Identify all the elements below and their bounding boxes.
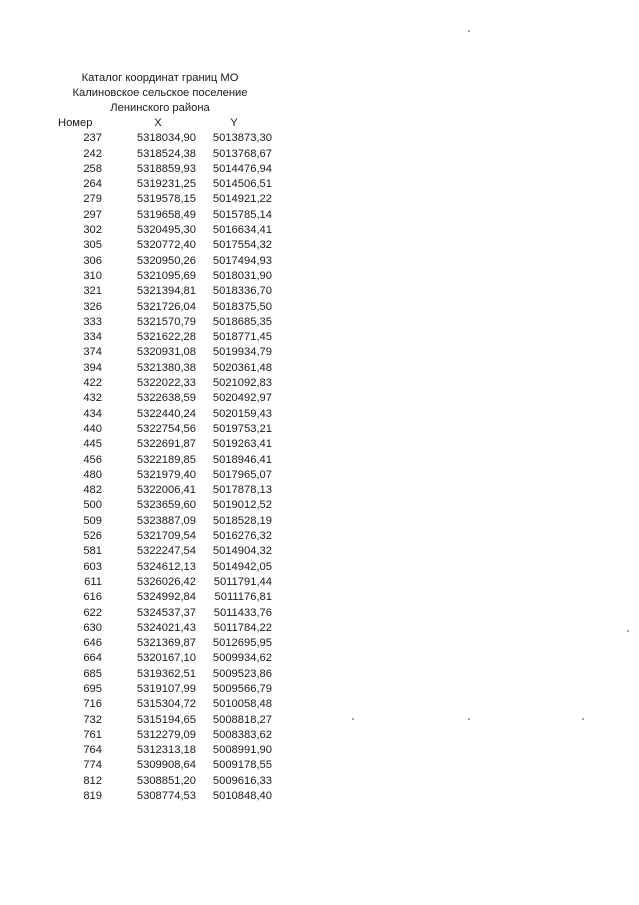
point-number-cell: 445 [83, 438, 102, 451]
y-coordinate-cell: 5012695,95 [212, 637, 272, 650]
x-coordinate-cell: 5318034,90 [136, 132, 196, 145]
point-number-cell: 622 [83, 606, 102, 619]
point-number-cell: 482 [83, 484, 102, 497]
table-row [50, 284, 272, 299]
x-coordinate-cell: 5312279,09 [136, 728, 196, 741]
x-coordinate-cell: 5319107,99 [136, 682, 196, 695]
table-row [50, 391, 272, 406]
header-y: Y [230, 117, 238, 129]
scan-speck [352, 718, 354, 720]
title-line-1: Каталог координат границ МО [81, 72, 239, 84]
point-number-cell: 630 [83, 621, 102, 634]
x-coordinate-cell: 5321095,69 [136, 269, 196, 282]
x-coordinate-cell: 5321709,54 [136, 530, 196, 543]
table-row [50, 376, 272, 391]
scan-speck [468, 718, 470, 720]
table-row [50, 606, 272, 621]
y-coordinate-cell: 5018031,90 [212, 269, 272, 282]
point-number-cell: 237 [83, 132, 102, 145]
x-coordinate-cell: 5315304,72 [136, 698, 196, 711]
header-x: X [154, 117, 162, 129]
table-row [50, 498, 272, 513]
table-row [50, 636, 272, 651]
table-row [50, 422, 272, 437]
x-coordinate-cell: 5321369,87 [136, 637, 196, 650]
point-number-cell: 258 [83, 162, 102, 175]
table-row [50, 483, 272, 498]
table-row [50, 560, 272, 575]
table-row [50, 713, 272, 728]
y-coordinate-cell: 5011784,22 [213, 621, 272, 634]
x-coordinate-cell: 5320931,08 [136, 346, 196, 359]
y-coordinate-cell: 5009566,79 [212, 682, 272, 695]
y-coordinate-cell: 5019263,41 [212, 438, 272, 451]
table-row [50, 269, 272, 284]
y-coordinate-cell: 5014942,05 [212, 560, 272, 573]
title-line-3: Ленинского района [110, 102, 210, 115]
table-row [50, 590, 272, 605]
point-number-cell: 819 [83, 790, 102, 803]
document-title [40, 71, 280, 117]
y-coordinate-cell: 5008818,27 [212, 713, 272, 726]
x-coordinate-cell: 5322754,56 [136, 422, 196, 435]
x-coordinate-cell: 5322189,85 [136, 453, 196, 466]
x-coordinate-cell: 5308851,20 [136, 774, 196, 787]
x-coordinate-cell: 5324021,43 [136, 621, 196, 634]
table-row [50, 575, 272, 590]
point-number-cell: 321 [83, 285, 102, 298]
x-coordinate-cell: 5322440,24 [136, 407, 196, 420]
y-coordinate-cell: 5009523,86 [212, 667, 272, 680]
y-coordinate-cell: 5014476,94 [212, 162, 272, 175]
table-row [50, 345, 272, 360]
x-coordinate-cell: 5319578,15 [136, 193, 196, 206]
table-row [50, 223, 272, 238]
table-row [50, 238, 272, 253]
x-coordinate-cell: 5322638,59 [136, 392, 196, 405]
x-coordinate-cell: 5321380,38 [136, 361, 196, 374]
table-row [50, 453, 272, 468]
y-coordinate-cell: 5009178,55 [212, 759, 272, 772]
y-coordinate-cell: 5017965,07 [212, 468, 272, 481]
point-number-cell: 764 [83, 744, 102, 757]
x-coordinate-cell: 5315194,65 [136, 713, 196, 726]
y-coordinate-cell: 5018946,41 [212, 453, 272, 466]
x-coordinate-cell: 5320950,26 [136, 254, 196, 267]
point-number-cell: 664 [83, 652, 102, 665]
x-coordinate-cell: 5322691,87 [136, 438, 196, 451]
table-row [50, 162, 272, 177]
point-number-cell: 646 [83, 637, 102, 650]
point-number-cell: 310 [83, 269, 102, 282]
y-coordinate-cell: 5011433,76 [213, 606, 272, 619]
y-coordinate-cell: 5017494,93 [212, 254, 272, 267]
x-coordinate-cell: 5320772,40 [136, 239, 196, 252]
scan-speck [582, 718, 584, 720]
y-coordinate-cell: 5015785,14 [212, 208, 272, 221]
y-coordinate-cell: 5018771,45 [212, 331, 272, 344]
y-coordinate-cell: 5021092,83 [212, 377, 272, 390]
point-number-cell: 732 [83, 713, 102, 726]
point-number-cell: 394 [83, 361, 102, 374]
point-number-cell: 456 [83, 453, 102, 466]
scan-speck [627, 630, 629, 632]
point-number-cell: 480 [83, 468, 102, 481]
x-coordinate-cell: 5318859,93 [136, 162, 196, 175]
header-number: Номер [58, 117, 93, 129]
x-coordinate-cell: 5319658,49 [136, 208, 196, 221]
y-coordinate-cell: 5019753,21 [212, 422, 272, 435]
table-row [50, 728, 272, 743]
table-row [50, 514, 272, 529]
x-coordinate-cell: 5323659,60 [136, 499, 196, 512]
x-coordinate-cell: 5321394,81 [136, 285, 196, 298]
x-coordinate-cell: 5326026,42 [136, 575, 196, 588]
point-number-cell: 581 [83, 545, 102, 558]
point-number-cell: 326 [83, 300, 102, 313]
y-coordinate-cell: 5011791,44 [213, 575, 272, 588]
point-number-cell: 611 [84, 575, 102, 588]
point-number-cell: 374 [83, 346, 102, 359]
y-coordinate-cell: 5010848,40 [212, 790, 272, 803]
x-coordinate-cell: 5309908,64 [136, 759, 196, 772]
y-coordinate-cell: 5018336,70 [212, 285, 272, 298]
point-number-cell: 302 [83, 224, 102, 237]
point-number-cell: 685 [83, 667, 102, 680]
x-coordinate-cell: 5321979,40 [136, 468, 196, 481]
y-coordinate-cell: 5013768,67 [212, 147, 272, 160]
y-coordinate-cell: 5010058,48 [212, 698, 272, 711]
y-coordinate-cell: 5018375,50 [212, 300, 272, 313]
table-row [50, 147, 272, 162]
point-number-cell: 242 [83, 147, 102, 160]
y-coordinate-cell: 5014506,51 [212, 178, 272, 191]
x-coordinate-cell: 5324992,84 [136, 591, 196, 604]
table-row [50, 544, 272, 559]
point-number-cell: 432 [83, 392, 102, 405]
y-coordinate-cell: 5020159,43 [212, 407, 272, 420]
x-coordinate-cell: 5320167,10 [136, 652, 196, 665]
x-coordinate-cell: 5321726,04 [136, 300, 196, 313]
x-coordinate-cell: 5319231,25 [136, 178, 196, 191]
x-coordinate-cell: 5324537,37 [136, 606, 196, 619]
x-coordinate-cell: 5324612,13 [136, 560, 196, 573]
x-coordinate-cell: 5312313,18 [136, 744, 196, 757]
y-coordinate-cell: 5018685,35 [212, 315, 272, 328]
point-number-cell: 279 [83, 193, 102, 206]
x-coordinate-cell: 5308774,53 [136, 790, 196, 803]
table-row [50, 697, 272, 712]
table-row [50, 177, 272, 192]
table-row [50, 789, 272, 804]
point-number-cell: 526 [83, 530, 102, 543]
table-row [50, 192, 272, 207]
point-number-cell: 306 [83, 254, 102, 267]
x-coordinate-cell: 5321622,28 [136, 331, 196, 344]
y-coordinate-cell: 5016276,32 [212, 530, 272, 543]
table-row [50, 361, 272, 376]
y-coordinate-cell: 5017554,32 [212, 239, 272, 252]
table-row [50, 743, 272, 758]
y-coordinate-cell: 5020361,48 [212, 361, 272, 374]
x-coordinate-cell: 5318524,38 [136, 147, 196, 160]
y-coordinate-cell: 5020492,97 [212, 392, 272, 405]
point-number-cell: 333 [83, 315, 102, 328]
point-number-cell: 305 [83, 239, 102, 252]
table-row [50, 315, 272, 330]
table-row [50, 621, 272, 636]
point-number-cell: 774 [83, 759, 102, 772]
y-coordinate-cell: 5014921,22 [212, 193, 272, 206]
point-number-cell: 695 [83, 682, 102, 695]
table-row [50, 774, 272, 789]
title-line-2: Калиновское сельское поселение [72, 87, 248, 100]
y-coordinate-cell: 5019012,52 [212, 499, 272, 512]
point-number-cell: 616 [83, 591, 102, 604]
table-row [50, 529, 272, 544]
point-number-cell: 500 [83, 499, 102, 512]
y-coordinate-cell: 5008991,90 [212, 744, 272, 757]
point-number-cell: 264 [83, 178, 102, 191]
point-number-cell: 434 [83, 407, 102, 420]
table-row [50, 131, 272, 146]
y-coordinate-cell: 5014904,32 [212, 545, 272, 558]
table-row [50, 437, 272, 452]
table-row [50, 468, 272, 483]
point-number-cell: 603 [83, 560, 102, 573]
table-row [50, 651, 272, 666]
table-body [50, 131, 272, 804]
table-row [50, 330, 272, 345]
y-coordinate-cell: 5011176,81 [214, 591, 272, 604]
table-row [50, 667, 272, 682]
x-coordinate-cell: 5320495,30 [136, 224, 196, 237]
point-number-cell: 334 [83, 331, 102, 344]
x-coordinate-cell: 5323887,09 [136, 514, 196, 527]
y-coordinate-cell: 5016634,41 [212, 224, 272, 237]
table-header-row [50, 116, 272, 131]
y-coordinate-cell: 5009934,62 [212, 652, 272, 665]
table-row [50, 758, 272, 773]
point-number-cell: 761 [83, 728, 102, 741]
point-number-cell: 716 [83, 698, 102, 711]
point-number-cell: 297 [83, 208, 102, 221]
point-number-cell: 440 [83, 422, 102, 435]
y-coordinate-cell: 5009616,33 [212, 774, 272, 787]
y-coordinate-cell: 5018528,19 [212, 514, 272, 527]
x-coordinate-cell: 5321570,79 [136, 315, 196, 328]
x-coordinate-cell: 5322006,41 [136, 484, 196, 497]
y-coordinate-cell: 5017878,13 [212, 484, 272, 497]
table-row [50, 407, 272, 422]
x-coordinate-cell: 5319362,51 [136, 667, 196, 680]
scan-speck [468, 30, 470, 32]
table-row [50, 682, 272, 697]
y-coordinate-cell: 5008383,62 [212, 728, 272, 741]
x-coordinate-cell: 5322022,33 [136, 377, 196, 390]
point-number-cell: 509 [83, 514, 102, 527]
coordinates-table [50, 116, 272, 804]
table-row [50, 208, 272, 223]
table-row [50, 300, 272, 315]
point-number-cell: 812 [83, 774, 102, 787]
table-row [50, 254, 272, 269]
y-coordinate-cell: 5019934,79 [212, 346, 272, 359]
point-number-cell: 422 [83, 377, 102, 390]
x-coordinate-cell: 5322247,54 [136, 545, 196, 558]
y-coordinate-cell: 5013873,30 [212, 132, 272, 145]
